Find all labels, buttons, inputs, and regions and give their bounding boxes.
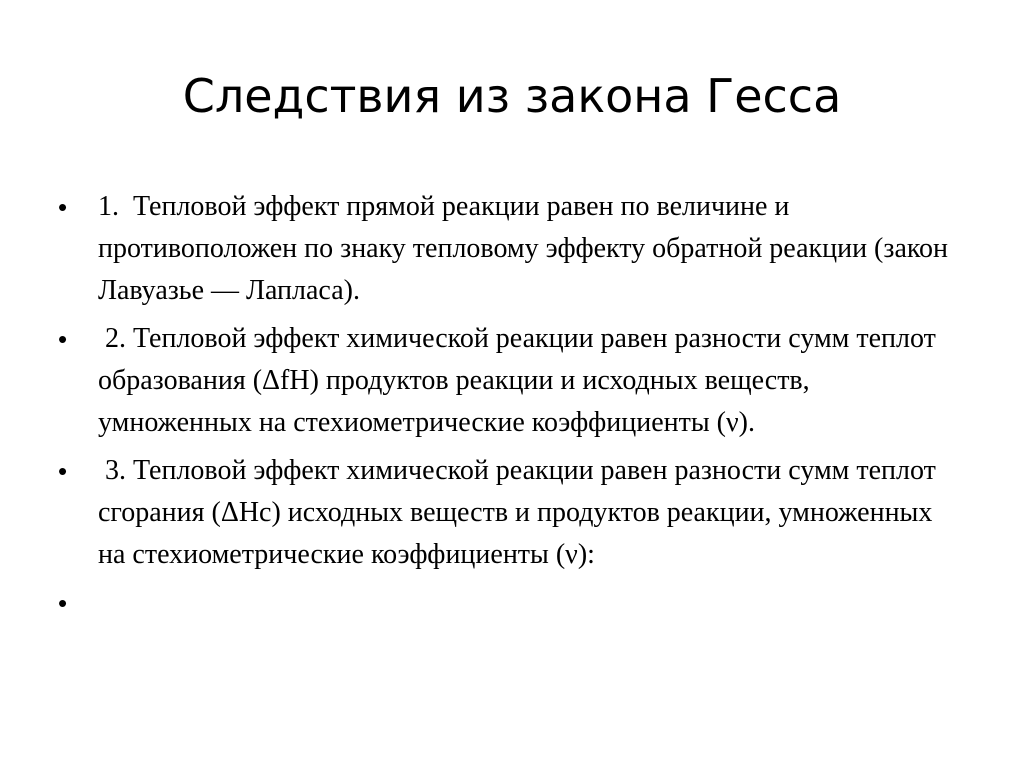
- bullet-text-3: 3. Тепловой эффект химической реакции равен разности сумм теплот сгорания (ΔHc) исходных веществ и продуктов реакции, умноженных на стехиометрические коэффициенты (ν):: [98, 455, 943, 570]
- slide-title: Следствия из закона Гесса: [182, 69, 842, 123]
- bullet-icon: •: [58, 192, 68, 222]
- bullet-item-3: [56, 450, 956, 576]
- bullet-icon: •: [58, 456, 68, 486]
- bullet-item-2: [56, 318, 956, 444]
- bullet-icon: •: [58, 324, 68, 354]
- bullet-text-2: 2. Тепловой эффект химической реакции равен разности сумм теплот образования (ΔfH) продуктов реакции и исходных веществ, умноженных на стехиометрические коэффициенты (ν).: [98, 323, 943, 438]
- bullet-text-1: 1. Тепловой эффект прямой реакции равен по величине и противоположен по знаку тепловому эффекту обратной реакции (закон Лавуазье — Лапласа).: [98, 191, 956, 306]
- bullet-list: [56, 186, 956, 630]
- bullet-icon: •: [58, 588, 68, 618]
- bullet-item-4: [56, 582, 956, 624]
- bullet-item-1: [56, 186, 956, 312]
